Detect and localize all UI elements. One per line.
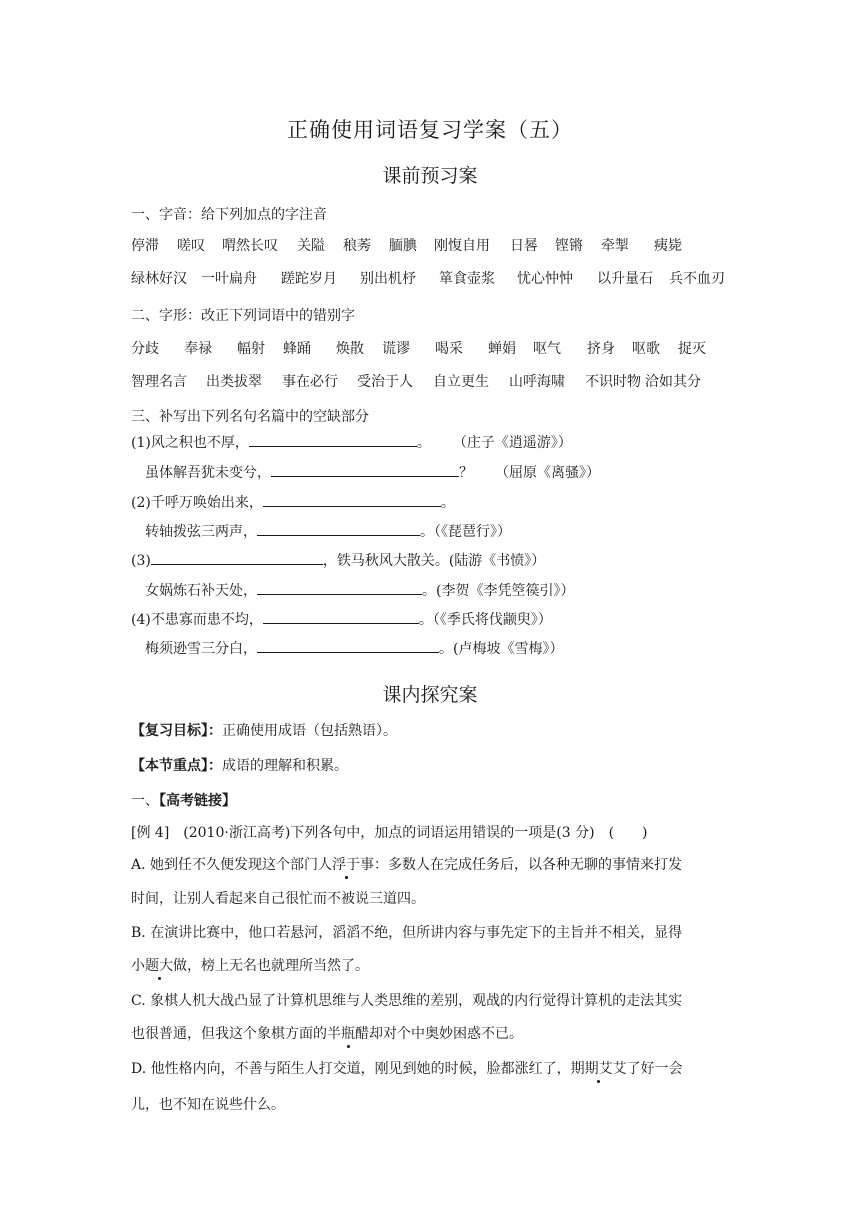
word-item: 受治于人: [357, 374, 413, 390]
page-title: 正确使用词语复习学案（五）: [287, 118, 573, 142]
option-c-continued: 也很普通，但我这个象棋方面的半瓶醋却对个中奥妙困惑不已。: [131, 1023, 523, 1043]
word-item: 幅射: [237, 341, 265, 357]
q1-heading: 一、字音：给下列加点的字注音: [131, 207, 327, 223]
verse-line: (4)不患寡而患不均， 。（《季氏将伐颛臾》）: [131, 609, 552, 629]
word-item: 呕歌: [632, 341, 660, 357]
word-item: 挤身: [587, 341, 615, 357]
word-item: 牵掣: [601, 238, 629, 254]
answer-blank[interactable]: [257, 638, 439, 653]
word-item: 事在必行: [282, 374, 338, 390]
answer-blank[interactable]: [249, 432, 417, 447]
verse-line: 虽体解吾犹未变兮， ？ （屈原《离骚》）: [145, 462, 600, 482]
option-d: D. 他性格内向，不善与陌生人打交道，刚见到她的时候，脸都涨红了，期期艾艾了好一会: [131, 1058, 683, 1078]
dotted-phrase: 小题大做: [131, 955, 187, 975]
review-goal: 【复习目标】：正确使用成语（包括熟语）。: [131, 723, 397, 739]
answer-blank[interactable]: [257, 580, 422, 595]
word-item: 智理名言: [131, 374, 187, 390]
verse-line: 女娲炼石补天处， 。(李贺《李凭箜篌引》）: [145, 580, 574, 600]
word-item: 稂莠: [343, 238, 371, 254]
word-item: 别出机杼: [360, 271, 416, 287]
q2-row1: [0, 338, 860, 358]
q1-row1: [0, 235, 860, 255]
word-item: 谎谬: [382, 341, 410, 357]
word-item: 以升量石: [597, 271, 653, 287]
word-item: 山呼海啸: [509, 374, 565, 390]
word-item: 喟然长叹: [222, 238, 278, 254]
option-a-continued: 时间，让别人看起来自己很忙而不被说三道四。: [131, 891, 425, 907]
word-item: 焕散: [336, 341, 364, 357]
answer-blank[interactable]: [263, 609, 419, 624]
word-item: 腼腆: [389, 238, 417, 254]
word-item: 分歧: [131, 341, 159, 357]
answer-blank[interactable]: [151, 550, 323, 565]
word-item: 呕气: [533, 341, 561, 357]
option-c: C. 象棋人机大战凸显了计算机思维与人类思维的差别，观战的内行觉得计算机的走法其实: [131, 993, 683, 1009]
word-item: 兵不血刃: [669, 271, 725, 287]
option-d-continued: 儿，也不知在说些什么。: [131, 1097, 285, 1113]
word-item: 蝉娟: [488, 341, 516, 357]
answer-blank[interactable]: [271, 462, 459, 477]
word-item: 忧心忡忡: [517, 271, 573, 287]
word-item: 停滞: [131, 238, 159, 254]
word-item: 绿林好汉: [131, 271, 187, 287]
q3-heading: 三、补写出下列名句名篇中的空缺部分: [131, 409, 369, 425]
answer-blank[interactable]: [263, 492, 441, 507]
word-item: 箪食壶浆: [439, 271, 495, 287]
verse-line: (2)千呼万唤始出来， 。: [131, 492, 455, 512]
verse-line: 梅须逊雪三分白， 。(卢梅坡《雪梅》）: [145, 638, 563, 658]
verse-line: (1)风之积也不厚， 。 （庄子《逍遥游》）: [131, 432, 572, 452]
word-item: 嗟叹: [177, 238, 205, 254]
word-item: 蜂踊: [283, 341, 311, 357]
q2-row2: [0, 371, 860, 391]
word-item: 刚愎自用: [434, 238, 490, 254]
verse-line: (3) ，铁马秋风大散关。(陆游《书愤》）: [131, 550, 545, 570]
word-item: 蹉跎岁月: [281, 271, 337, 287]
dotted-phrase: 人浮于事: [318, 854, 374, 874]
word-item: 铿锵: [555, 238, 583, 254]
section-title-explore: 课内探究案: [382, 684, 478, 706]
option-a: A. 她到任不久便发现这个部门人浮于事：多数人在完成任务后，以各种无聊的事情来打发: [131, 854, 682, 874]
q1-row2: [0, 268, 860, 288]
word-item: 自立更生: [433, 374, 489, 390]
word-item: 痍毙: [654, 238, 682, 254]
option-b: B. 在演讲比赛中，他口若悬河，滔滔不绝，但所讲内容与事先定下的主旨并不相关，显得: [131, 925, 683, 941]
dotted-phrase: 期期艾艾: [571, 1058, 627, 1078]
word-item: 出类拔翠: [206, 374, 262, 390]
word-item: 日晷: [510, 238, 538, 254]
word-item: 喝采: [435, 341, 463, 357]
example-question: [例 4] (2010·浙江高考)下列各句中，加点的词语运用错误的一项是(3 分) ( ): [131, 825, 648, 841]
verse-line: 转轴拨弦三两声， 。（《琵琶行》）: [145, 521, 511, 541]
exam-link-heading: 一、【高考链接】: [131, 793, 236, 809]
word-item: 一叶扁舟: [201, 271, 257, 287]
answer-blank[interactable]: [257, 521, 420, 536]
q2-heading: 二、字形：改正下列词语中的错别字: [131, 308, 355, 324]
word-item: 不识时物: [585, 374, 641, 390]
word-item: 捉灭: [678, 341, 706, 357]
word-item: 洽如其分: [645, 374, 701, 390]
option-b-continued: 小题大做，榜上无名也就理所当然了。: [131, 955, 369, 975]
dotted-phrase: 半瓶醋: [327, 1023, 369, 1043]
word-item: 关隘: [297, 238, 325, 254]
section-focus: 【本节重点】：成语的理解和积累。: [131, 758, 348, 774]
section-title-preview: 课前预习案: [382, 165, 478, 187]
word-item: 奉禄: [184, 341, 212, 357]
